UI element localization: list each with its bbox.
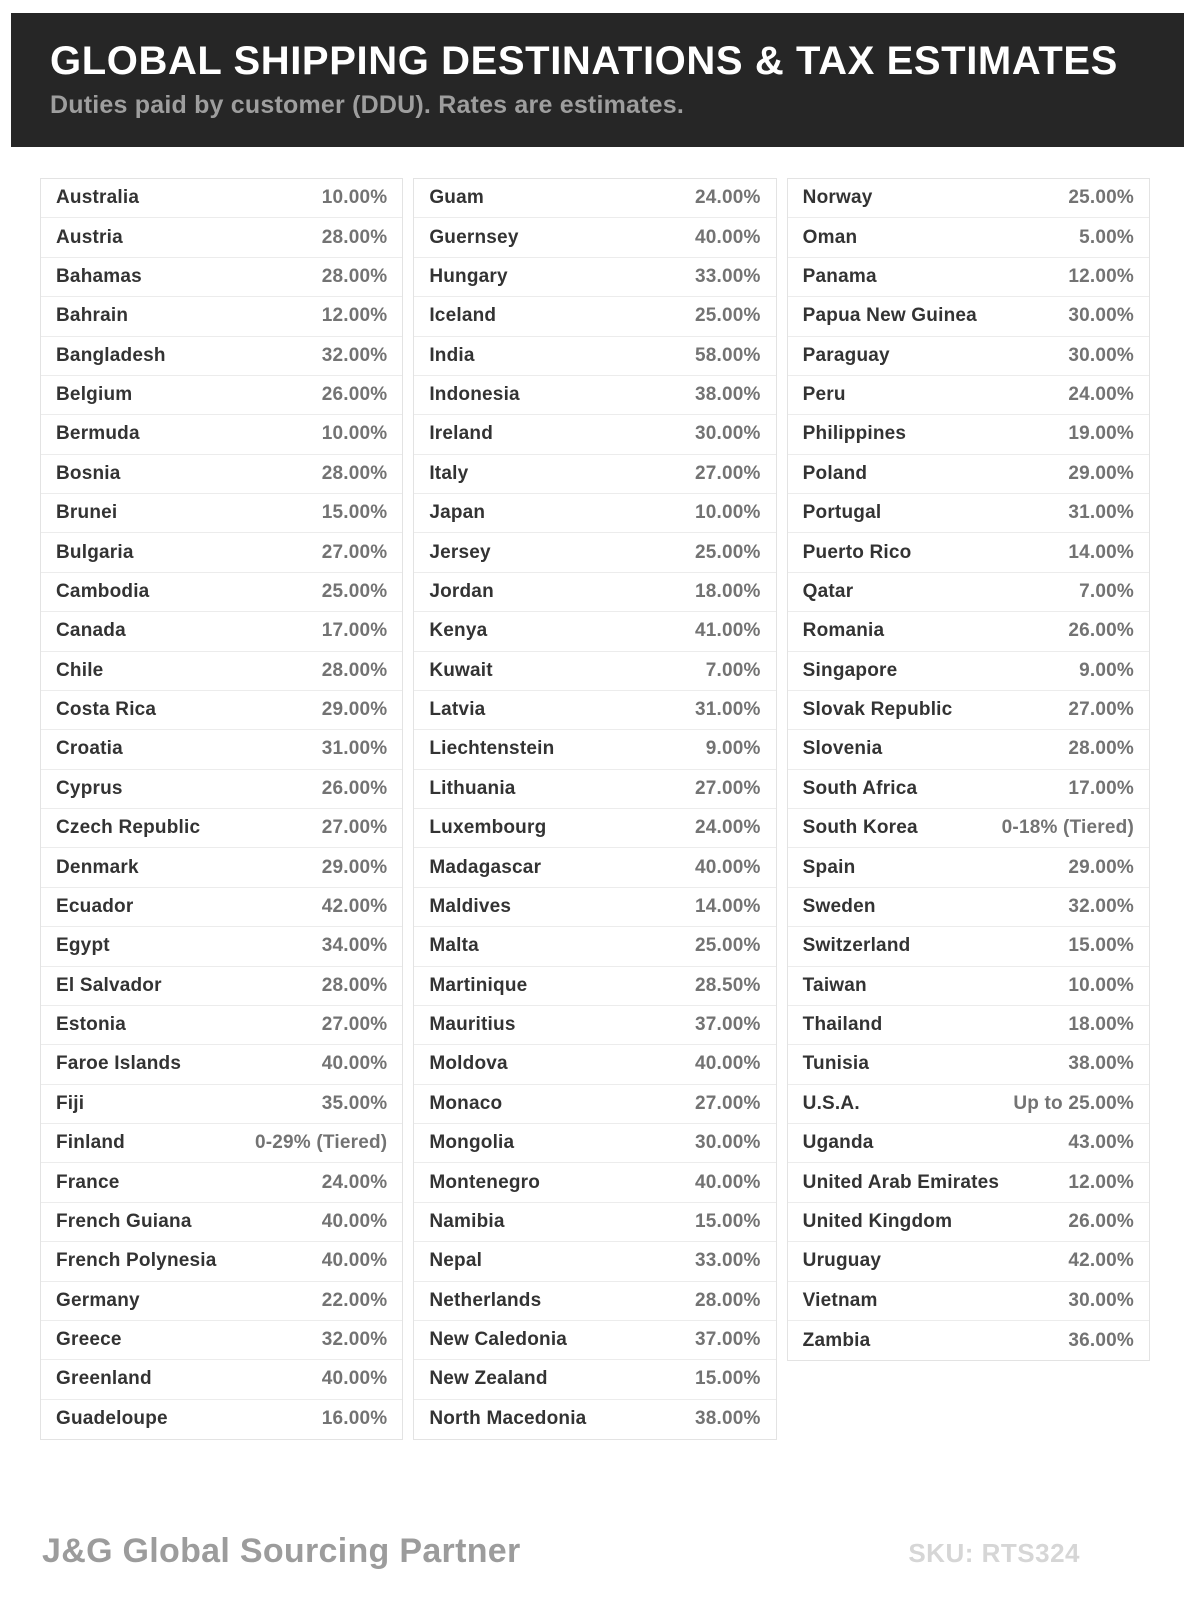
table-row bbox=[41, 573, 402, 612]
tax-rate: 10.00% bbox=[321, 423, 388, 445]
table-row bbox=[41, 1124, 402, 1163]
country-name: Fiji bbox=[56, 1092, 85, 1114]
tax-rate: 28.50% bbox=[695, 974, 761, 996]
table-row bbox=[41, 258, 402, 297]
table-row bbox=[41, 376, 402, 415]
table-row bbox=[414, 888, 775, 927]
tax-rate: 32.00% bbox=[321, 344, 388, 366]
tax-rate: 26.00% bbox=[1068, 1210, 1134, 1232]
table-row bbox=[414, 1242, 775, 1281]
tax-rate: 28.00% bbox=[321, 462, 388, 484]
country-name: Iceland bbox=[429, 305, 497, 327]
country-name: Australia bbox=[56, 187, 140, 209]
tax-rate: 40.00% bbox=[321, 1210, 388, 1232]
country-name: Malta bbox=[429, 935, 479, 957]
country-name: Mongolia bbox=[429, 1132, 515, 1154]
country-name: Tunisia bbox=[802, 1053, 870, 1075]
country-name: Slovenia bbox=[802, 738, 883, 760]
table-row bbox=[414, 337, 775, 376]
table-row bbox=[414, 1163, 775, 1202]
tax-rate: 14.00% bbox=[1068, 541, 1134, 563]
table-row bbox=[414, 1085, 775, 1124]
country-name: French Polynesia bbox=[56, 1250, 217, 1272]
country-name: Vietnam bbox=[802, 1289, 878, 1311]
tax-rate: 40.00% bbox=[695, 1171, 761, 1193]
tax-rate: 28.00% bbox=[695, 1289, 761, 1311]
table-row bbox=[788, 533, 1149, 572]
tax-rate: 29.00% bbox=[1068, 856, 1134, 878]
tax-rate: 31.00% bbox=[1068, 502, 1134, 524]
tax-rate: 29.00% bbox=[321, 856, 388, 878]
tax-rate: 29.00% bbox=[321, 699, 388, 721]
country-name: Brunei bbox=[56, 502, 118, 524]
table-row bbox=[788, 1124, 1149, 1163]
tax-rate: 30.00% bbox=[695, 423, 761, 445]
country-name: Belgium bbox=[56, 384, 133, 406]
table-row bbox=[41, 1400, 402, 1439]
tax-rate: 22.00% bbox=[321, 1289, 388, 1311]
country-name: Qatar bbox=[802, 580, 854, 602]
country-name: Costa Rica bbox=[56, 699, 157, 721]
table-row bbox=[414, 1045, 775, 1084]
table-row bbox=[414, 1124, 775, 1163]
tax-rate: 25.00% bbox=[321, 580, 388, 602]
tax-rate: 38.00% bbox=[1068, 1053, 1134, 1075]
country-name: Egypt bbox=[56, 935, 110, 957]
table-row bbox=[788, 652, 1149, 691]
table-row bbox=[788, 297, 1149, 336]
table-row bbox=[788, 415, 1149, 454]
country-name: Panama bbox=[802, 265, 877, 287]
table-row bbox=[414, 533, 775, 572]
country-name: Portugal bbox=[802, 502, 882, 524]
table-row bbox=[788, 337, 1149, 376]
country-name: Liechtenstein bbox=[429, 738, 555, 760]
country-name: Bermuda bbox=[56, 423, 140, 445]
tax-rate: 10.00% bbox=[695, 502, 761, 524]
country-name: Martinique bbox=[429, 974, 528, 996]
tax-rate: 15.00% bbox=[321, 502, 388, 524]
table-row bbox=[41, 1242, 402, 1281]
tax-rate: 16.00% bbox=[321, 1408, 388, 1430]
country-name: Nepal bbox=[429, 1250, 483, 1272]
table-row bbox=[788, 494, 1149, 533]
country-name: U.S.A. bbox=[802, 1092, 860, 1114]
country-name: Bahrain bbox=[56, 305, 129, 327]
table-row bbox=[414, 652, 775, 691]
country-name: Chile bbox=[56, 659, 104, 681]
country-name: Zambia bbox=[802, 1329, 871, 1351]
tax-rate: 18.00% bbox=[1068, 1014, 1134, 1036]
table-column-3 bbox=[787, 178, 1150, 1361]
country-name: New Caledonia bbox=[429, 1329, 568, 1351]
country-name: Namibia bbox=[429, 1210, 505, 1232]
table-row bbox=[788, 612, 1149, 651]
country-name: Indonesia bbox=[429, 384, 520, 406]
table-row bbox=[414, 455, 775, 494]
tax-rate: 27.00% bbox=[321, 1014, 388, 1036]
country-name: Norway bbox=[802, 187, 873, 209]
tax-rate: 17.00% bbox=[1068, 777, 1134, 799]
tax-rate: 12.00% bbox=[1068, 265, 1134, 287]
table-row bbox=[41, 1360, 402, 1399]
country-name: South Korea bbox=[802, 817, 918, 839]
page-title: GLOBAL SHIPPING DESTINATIONS & TAX ESTIMATES bbox=[50, 39, 1118, 83]
table-row bbox=[41, 415, 402, 454]
country-name: Netherlands bbox=[429, 1289, 542, 1311]
table-row bbox=[788, 376, 1149, 415]
country-name: Maldives bbox=[429, 895, 512, 917]
tax-rate: 27.00% bbox=[695, 777, 761, 799]
table-row bbox=[414, 376, 775, 415]
country-name: French Guiana bbox=[56, 1210, 192, 1232]
table-row bbox=[788, 1163, 1149, 1202]
table-row bbox=[41, 848, 402, 887]
tax-rate: 28.00% bbox=[321, 226, 388, 248]
country-name: Mauritius bbox=[429, 1014, 516, 1036]
tax-rate: 15.00% bbox=[1068, 935, 1134, 957]
tax-rate: 10.00% bbox=[321, 187, 388, 209]
tax-rate: 30.00% bbox=[1068, 344, 1134, 366]
tax-rate: 25.00% bbox=[1068, 187, 1134, 209]
table-row bbox=[41, 179, 402, 218]
table-row bbox=[41, 455, 402, 494]
table-row bbox=[788, 1282, 1149, 1321]
table-row bbox=[414, 927, 775, 966]
country-name: Taiwan bbox=[802, 974, 867, 996]
table-row bbox=[414, 258, 775, 297]
table-row bbox=[41, 652, 402, 691]
tax-rate: 25.00% bbox=[695, 541, 761, 563]
country-name: Slovak Republic bbox=[802, 699, 953, 721]
table-row bbox=[414, 1321, 775, 1360]
tax-rate: 38.00% bbox=[695, 1408, 761, 1430]
tax-rate: 43.00% bbox=[1068, 1132, 1134, 1154]
table-row bbox=[41, 927, 402, 966]
country-name: United Kingdom bbox=[802, 1210, 953, 1232]
country-name: Lithuania bbox=[429, 777, 516, 799]
table-row bbox=[788, 179, 1149, 218]
tax-rate: 28.00% bbox=[1068, 738, 1134, 760]
country-name: Philippines bbox=[802, 423, 907, 445]
tax-rate: 40.00% bbox=[321, 1250, 388, 1272]
country-name: Bahamas bbox=[56, 265, 142, 287]
tax-rate: 27.00% bbox=[321, 817, 388, 839]
country-name: Greenland bbox=[56, 1368, 152, 1390]
country-name: North Macedonia bbox=[429, 1408, 587, 1430]
country-name: Uganda bbox=[802, 1132, 874, 1154]
tax-rate: 19.00% bbox=[1068, 423, 1134, 445]
table-row bbox=[414, 809, 775, 848]
tax-rate: 18.00% bbox=[695, 580, 761, 602]
tax-rate: 31.00% bbox=[695, 699, 761, 721]
country-name: Czech Republic bbox=[56, 817, 201, 839]
tax-rate: 15.00% bbox=[695, 1210, 761, 1232]
country-name: Bosnia bbox=[56, 462, 121, 484]
sku-label: SKU: RTS324 bbox=[908, 1538, 1080, 1568]
country-name: Romania bbox=[802, 620, 885, 642]
table-row bbox=[41, 809, 402, 848]
country-name: Papua New Guinea bbox=[802, 305, 977, 327]
country-name: Oman bbox=[802, 226, 858, 248]
country-name: Monaco bbox=[429, 1092, 503, 1114]
table-row bbox=[414, 218, 775, 257]
tax-rate: 28.00% bbox=[321, 974, 388, 996]
country-name: Uruguay bbox=[802, 1250, 882, 1272]
table-row bbox=[41, 1006, 402, 1045]
country-name: Ireland bbox=[429, 423, 494, 445]
brand-name: J&G Global Sourcing Partner bbox=[42, 1532, 521, 1570]
country-name: Greece bbox=[56, 1329, 122, 1351]
tax-rate: 0-18% (Tiered) bbox=[1001, 817, 1134, 839]
country-name: Guam bbox=[429, 187, 484, 209]
table-row bbox=[788, 455, 1149, 494]
country-name: Sweden bbox=[802, 895, 876, 917]
table-row bbox=[41, 1321, 402, 1360]
rates-table bbox=[40, 178, 1150, 1440]
tax-rate: 30.00% bbox=[1068, 1289, 1134, 1311]
country-name: Montenegro bbox=[429, 1171, 541, 1193]
tax-rate: 12.00% bbox=[321, 305, 388, 327]
country-name: Peru bbox=[802, 384, 846, 406]
tax-rate: 33.00% bbox=[695, 265, 761, 287]
tax-rate: 58.00% bbox=[695, 344, 761, 366]
table-row bbox=[41, 770, 402, 809]
tax-rate: 37.00% bbox=[695, 1014, 761, 1036]
tax-rate: 12.00% bbox=[1068, 1171, 1134, 1193]
tax-rate: 27.00% bbox=[695, 1092, 761, 1114]
table-row bbox=[788, 770, 1149, 809]
table-row bbox=[414, 179, 775, 218]
country-name: Cyprus bbox=[56, 777, 123, 799]
tax-rate: 5.00% bbox=[1079, 226, 1134, 248]
footer bbox=[42, 1532, 1080, 1571]
table-row bbox=[41, 1282, 402, 1321]
country-name: Paraguay bbox=[802, 344, 890, 366]
table-row bbox=[788, 1006, 1149, 1045]
table-row bbox=[414, 691, 775, 730]
country-name: Luxembourg bbox=[429, 817, 547, 839]
country-name: Spain bbox=[802, 856, 856, 878]
tax-rate: 42.00% bbox=[321, 895, 388, 917]
country-name: South Africa bbox=[802, 777, 918, 799]
country-name: El Salvador bbox=[56, 974, 162, 996]
tax-rate: 34.00% bbox=[321, 935, 388, 957]
country-name: Bulgaria bbox=[56, 541, 134, 563]
table-row bbox=[41, 967, 402, 1006]
tax-rate: 24.00% bbox=[321, 1171, 388, 1193]
tax-rate: 30.00% bbox=[1068, 305, 1134, 327]
tax-rate: 14.00% bbox=[695, 895, 761, 917]
table-row bbox=[414, 1400, 775, 1439]
country-name: Madagascar bbox=[429, 856, 542, 878]
table-column-2 bbox=[413, 178, 776, 1440]
tax-rate: 40.00% bbox=[695, 856, 761, 878]
tax-rate: 29.00% bbox=[1068, 462, 1134, 484]
tax-rate: 7.00% bbox=[1079, 580, 1134, 602]
country-name: Thailand bbox=[802, 1014, 883, 1036]
table-row bbox=[788, 258, 1149, 297]
country-name: Denmark bbox=[56, 856, 139, 878]
tax-rate: 32.00% bbox=[1068, 895, 1134, 917]
tax-rate: Up to 25.00% bbox=[1013, 1092, 1134, 1114]
country-name: Estonia bbox=[56, 1014, 127, 1036]
tax-rate: 0-29% (Tiered) bbox=[254, 1132, 388, 1154]
table-row bbox=[788, 573, 1149, 612]
table-row bbox=[788, 927, 1149, 966]
country-name: Singapore bbox=[802, 659, 898, 681]
tax-rate: 9.00% bbox=[705, 738, 761, 760]
country-name: Poland bbox=[802, 462, 868, 484]
table-row bbox=[788, 691, 1149, 730]
tax-rate: 24.00% bbox=[695, 817, 761, 839]
country-name: Faroe Islands bbox=[56, 1053, 182, 1075]
table-row bbox=[41, 691, 402, 730]
tax-rate: 32.00% bbox=[321, 1329, 388, 1351]
table-row bbox=[788, 1242, 1149, 1281]
country-name: Guernsey bbox=[429, 226, 519, 248]
tax-rate: 26.00% bbox=[321, 777, 388, 799]
country-name: Japan bbox=[429, 502, 486, 524]
country-name: India bbox=[429, 344, 475, 366]
table-row bbox=[788, 967, 1149, 1006]
country-name: Canada bbox=[56, 620, 126, 642]
country-name: Moldova bbox=[429, 1053, 508, 1075]
tax-rate: 37.00% bbox=[695, 1329, 761, 1351]
tax-rate: 24.00% bbox=[1068, 384, 1134, 406]
country-name: Bangladesh bbox=[56, 344, 166, 366]
table-row bbox=[41, 494, 402, 533]
tax-rate: 10.00% bbox=[1068, 974, 1134, 996]
tax-rate: 27.00% bbox=[695, 462, 761, 484]
tax-rate: 7.00% bbox=[705, 659, 761, 681]
page-subtitle: Duties paid by customer (DDU). Rates are estimates. bbox=[50, 91, 685, 119]
country-name: Austria bbox=[56, 226, 123, 248]
table-row bbox=[414, 1006, 775, 1045]
country-name: Jersey bbox=[429, 541, 491, 563]
table-row bbox=[788, 1045, 1149, 1084]
table-row bbox=[788, 1321, 1149, 1360]
tax-rate: 40.00% bbox=[695, 1053, 761, 1075]
table-row bbox=[414, 297, 775, 336]
country-name: New Zealand bbox=[429, 1368, 548, 1390]
country-name: Jordan bbox=[429, 580, 494, 602]
table-row bbox=[414, 967, 775, 1006]
header-banner bbox=[11, 13, 1184, 147]
country-name: Italy bbox=[429, 462, 469, 484]
tax-rate: 35.00% bbox=[321, 1092, 388, 1114]
tax-rate: 26.00% bbox=[1068, 620, 1134, 642]
table-row bbox=[41, 1163, 402, 1202]
table-row bbox=[414, 770, 775, 809]
table-row bbox=[414, 730, 775, 769]
table-row bbox=[41, 297, 402, 336]
country-name: Croatia bbox=[56, 738, 123, 760]
country-name: Kuwait bbox=[429, 659, 493, 681]
table-column-1 bbox=[40, 178, 403, 1440]
tax-rate: 30.00% bbox=[695, 1132, 761, 1154]
table-row bbox=[414, 415, 775, 454]
tax-rate: 40.00% bbox=[321, 1053, 388, 1075]
table-row bbox=[41, 612, 402, 651]
table-row bbox=[41, 1203, 402, 1242]
tax-rate: 24.00% bbox=[695, 187, 761, 209]
tax-rate: 25.00% bbox=[695, 305, 761, 327]
tax-rate: 27.00% bbox=[1068, 699, 1134, 721]
country-name: Puerto Rico bbox=[802, 541, 912, 563]
tax-rate: 15.00% bbox=[695, 1368, 761, 1390]
tax-rate: 40.00% bbox=[695, 226, 761, 248]
tax-rate: 36.00% bbox=[1068, 1329, 1134, 1351]
table-row bbox=[41, 888, 402, 927]
table-row bbox=[788, 809, 1149, 848]
table-row bbox=[414, 573, 775, 612]
table-row bbox=[41, 730, 402, 769]
tax-rate: 38.00% bbox=[695, 384, 761, 406]
tax-rate: 42.00% bbox=[1068, 1250, 1134, 1272]
table-row bbox=[41, 533, 402, 572]
country-name: Latvia bbox=[429, 699, 486, 721]
tax-rate: 9.00% bbox=[1079, 659, 1134, 681]
tax-rate: 28.00% bbox=[321, 659, 388, 681]
table-row bbox=[788, 730, 1149, 769]
country-name: Cambodia bbox=[56, 580, 150, 602]
country-name: Switzerland bbox=[802, 935, 911, 957]
table-row bbox=[41, 218, 402, 257]
tax-rate: 41.00% bbox=[695, 620, 761, 642]
tax-rate: 40.00% bbox=[321, 1368, 388, 1390]
country-name: Kenya bbox=[429, 620, 488, 642]
table-row bbox=[788, 888, 1149, 927]
table-row bbox=[41, 1045, 402, 1084]
country-name: Hungary bbox=[429, 265, 508, 287]
table-row bbox=[788, 1085, 1149, 1124]
tax-rate: 27.00% bbox=[321, 541, 388, 563]
table-row bbox=[41, 337, 402, 376]
tax-rate: 33.00% bbox=[695, 1250, 761, 1272]
country-name: Finland bbox=[56, 1132, 125, 1154]
table-row bbox=[788, 848, 1149, 887]
table-row bbox=[414, 848, 775, 887]
table-row bbox=[414, 1203, 775, 1242]
table-row bbox=[414, 494, 775, 533]
tax-rate: 31.00% bbox=[321, 738, 388, 760]
country-name: Guadeloupe bbox=[56, 1408, 168, 1430]
table-row bbox=[788, 1203, 1149, 1242]
country-name: United Arab Emirates bbox=[802, 1171, 1000, 1193]
country-name: Ecuador bbox=[56, 895, 134, 917]
tax-rate: 17.00% bbox=[321, 620, 388, 642]
tax-rate: 26.00% bbox=[321, 384, 388, 406]
table-row bbox=[41, 1085, 402, 1124]
table-row bbox=[788, 218, 1149, 257]
table-row bbox=[414, 1282, 775, 1321]
table-row bbox=[414, 612, 775, 651]
table-row bbox=[414, 1360, 775, 1399]
country-name: Germany bbox=[56, 1289, 140, 1311]
tax-rate: 28.00% bbox=[321, 265, 388, 287]
country-name: France bbox=[56, 1171, 120, 1193]
tax-rate: 25.00% bbox=[695, 935, 761, 957]
